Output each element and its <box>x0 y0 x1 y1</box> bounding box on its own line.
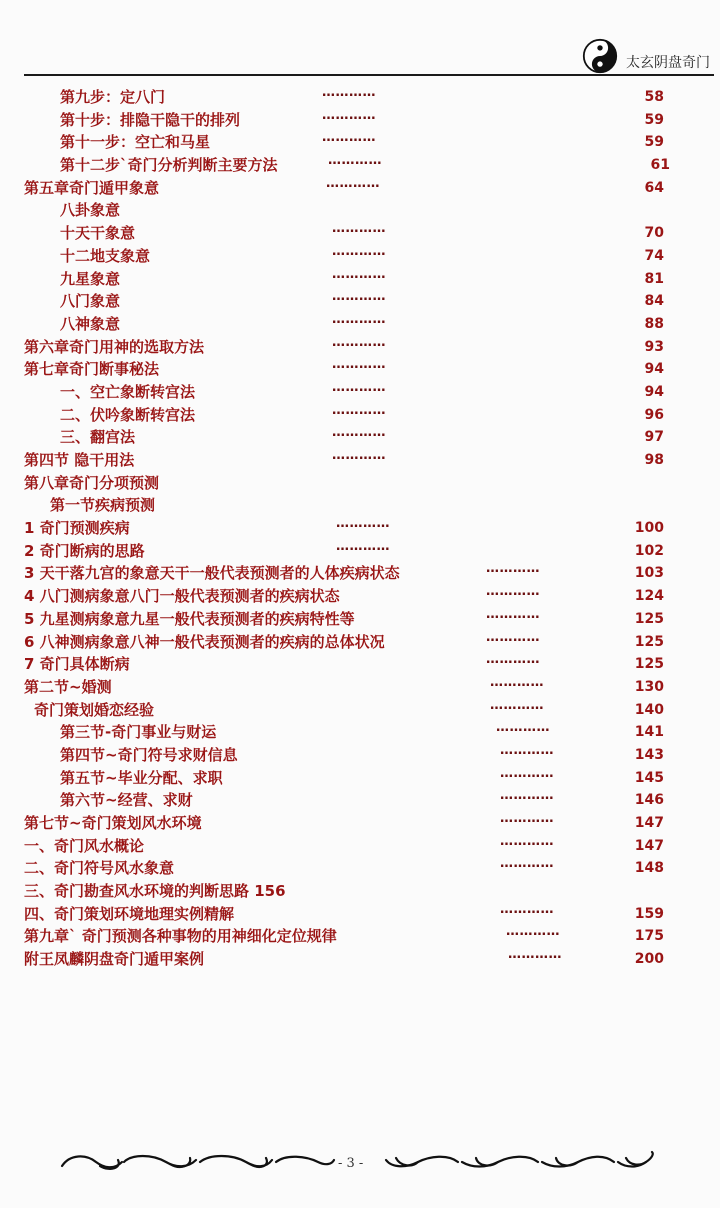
toc-entry-page-number: 94 <box>644 361 664 378</box>
header-rule <box>24 74 714 76</box>
toc-entry-leader-dots: ………… <box>500 765 554 781</box>
toc-entry-title: 附王凤麟阴盘奇门遁甲案例 <box>24 950 205 969</box>
toc-entry-title: 第六章奇门用神的选取方法 <box>24 337 205 356</box>
toc-entry-title: 四、奇门策划环境地理实例精解 <box>24 904 235 923</box>
toc-entry-page-number: 88 <box>644 315 664 332</box>
toc-entry-leader-dots: ………… <box>500 788 554 804</box>
toc-entry-title: 第八章奇门分项预测 <box>24 473 160 492</box>
toc-entry-title: 第七节~奇门策划风水环境 <box>24 814 202 832</box>
toc-entry-title: 第四节 隐干用法 <box>24 451 135 469</box>
toc-entry-page-number: 148 <box>634 860 664 877</box>
toc-entry <box>0 857 720 880</box>
toc-entry-title: 第一节疾病预测 <box>50 496 156 515</box>
toc-entry-page-number: 130 <box>634 678 664 695</box>
toc-entry-page-number: 100 <box>634 520 664 537</box>
toc-entry-page-number: 58 <box>644 89 664 105</box>
toc-entry <box>0 721 720 744</box>
toc-entry-page-number: 61 <box>650 157 670 174</box>
toc-entry-leader-dots: ………… <box>332 379 386 395</box>
toc-entry-leader-dots: ………… <box>336 538 390 554</box>
toc-entry-page-number: 103 <box>634 565 664 582</box>
toc-entry-title: 奇门策划婚恋经验 <box>34 700 155 719</box>
toc-entry-title: 第九章` 奇门预测各种事物的用神细化定位规律 <box>24 927 337 946</box>
toc-entry-leader-dots: ………… <box>486 606 540 622</box>
toc-entry <box>0 767 720 790</box>
toc-entry-title: 一、奇门风水概论 <box>24 836 145 855</box>
toc-entry-title: 第三节-奇门事业与财运 <box>60 723 217 742</box>
toc-entry-leader-dots: ………… <box>500 901 554 917</box>
toc-entry-title: 十天干象意 <box>60 224 136 243</box>
toc-entry-leader-dots: ………… <box>322 107 376 123</box>
toc-entry-title: 2 奇门断病的思路 <box>24 541 145 560</box>
toc-entry-leader-dots: ………… <box>332 448 386 463</box>
toc-entry-page-number: 97 <box>644 429 664 446</box>
yin-yang-icon <box>582 38 618 74</box>
toc-entry-leader-dots: ………… <box>486 629 540 645</box>
page-header <box>24 36 714 76</box>
toc-entry-page-number: 141 <box>634 724 664 741</box>
toc-entry <box>0 948 720 971</box>
toc-entry-page-number: 124 <box>634 588 664 605</box>
toc-entry-leader-dots: ………… <box>490 674 544 690</box>
toc-entry-page-number: 81 <box>644 270 664 287</box>
toc-entry-title: 三、奇门勘查风水环境的判断思路 156 <box>24 882 286 901</box>
toc-entry-page-number: 200 <box>634 951 664 968</box>
toc-entry-title: 十二地支象意 <box>60 246 151 265</box>
toc-entry-page-number: 147 <box>634 837 664 854</box>
toc-entry-leader-dots: ………… <box>332 402 386 418</box>
toc-entry <box>0 562 720 585</box>
toc-entry-title: 二、奇门符号风水象意 <box>24 859 175 878</box>
toc-entry <box>0 744 720 767</box>
table-of-contents <box>0 86 720 971</box>
toc-entry <box>0 789 720 812</box>
toc-entry-leader-dots: ………… <box>500 833 554 849</box>
toc-entry-leader-dots: ………… <box>500 742 554 758</box>
toc-entry-page-number: 84 <box>644 293 664 310</box>
toc-entry-title: 一、空亡象断转宫法 <box>60 382 196 401</box>
toc-entry-leader-dots: ………… <box>332 266 386 282</box>
toc-entry <box>0 585 720 608</box>
toc-entry <box>0 812 720 835</box>
toc-entry-title: 第二节~婚测 <box>24 677 112 696</box>
toc-entry-page-number: 64 <box>644 179 664 196</box>
toc-entry <box>0 653 720 676</box>
toc-entry-leader-dots: ………… <box>500 856 554 872</box>
toc-entry-leader-dots: ………… <box>332 221 386 237</box>
toc-entry-page-number: 93 <box>644 338 664 355</box>
toc-entry-leader-dots: ………… <box>332 334 386 350</box>
toc-entry-page-number: 147 <box>634 815 664 831</box>
toc-entry-title: 第七章奇门断事秘法 <box>24 360 160 379</box>
toc-entry-leader-dots: ………… <box>332 243 386 259</box>
toc-entry-page-number: 98 <box>644 452 664 468</box>
toc-entry-page-number: 59 <box>644 134 664 151</box>
header-title: 太玄阴盘奇门 <box>626 55 710 71</box>
toc-entry-page-number: 125 <box>634 633 664 650</box>
toc-entry-leader-dots: ………… <box>490 697 544 713</box>
toc-entry <box>0 472 720 495</box>
toc-entry-leader-dots: ………… <box>496 720 550 736</box>
toc-entry-title: 第十二步`奇门分析判断主要方法 <box>60 156 278 175</box>
toc-entry-title: 6 八神测病象意八神一般代表预测者的疾病的总体状况 <box>24 632 385 651</box>
toc-entry-page-number: 140 <box>634 701 664 718</box>
toc-entry-page-number: 94 <box>644 383 664 400</box>
toc-entry-page-number: 102 <box>634 542 664 559</box>
toc-entry-title: 第九步：定八门 <box>60 88 166 106</box>
toc-entry-leader-dots: ………… <box>336 516 390 532</box>
toc-entry <box>0 608 720 631</box>
toc-entry-title: 第四节~奇门符号求财信息 <box>60 745 238 764</box>
toc-entry-page-number: 74 <box>644 247 664 264</box>
toc-entry-leader-dots: ………… <box>332 425 386 441</box>
toc-entry-leader-dots: ………… <box>506 924 560 940</box>
toc-entry-title: 第五章奇门遁甲象意 <box>24 178 160 197</box>
toc-entry-leader-dots: ………… <box>486 584 540 600</box>
toc-entry-page-number: 70 <box>644 225 664 242</box>
toc-entry-title: 3 天干落九宫的象意天干一般代表预测者的人体疾病状态 <box>24 564 400 583</box>
toc-entry-title: 二、伏吟象断转宫法 <box>60 405 196 424</box>
toc-entry-title: 1 奇门预测疾病 <box>24 519 130 538</box>
toc-entry <box>0 631 720 654</box>
toc-entry-leader-dots: ………… <box>322 130 376 146</box>
toc-entry-title: 第六节~经营、求财 <box>60 791 193 810</box>
toc-entry <box>0 540 720 563</box>
toc-entry-title: 5 九星测病象意九星一般代表预测者的疾病特性等 <box>24 609 355 628</box>
toc-entry <box>0 925 720 948</box>
toc-entry-page-number: 59 <box>644 111 664 128</box>
toc-entry-leader-dots: ………… <box>500 811 554 826</box>
toc-entry-title: 第五节~毕业分配、求职 <box>60 768 223 787</box>
toc-entry <box>0 835 720 858</box>
toc-entry <box>0 880 720 903</box>
toc-entry-title: 八门象意 <box>60 292 121 311</box>
toc-entry <box>0 903 720 926</box>
toc-entry <box>0 676 720 699</box>
toc-entry-leader-dots: ………… <box>486 652 540 668</box>
toc-entry-leader-dots: ………… <box>322 85 376 100</box>
toc-entry-title: 八卦象意 <box>60 201 121 220</box>
toc-entry-page-number: 175 <box>634 928 664 945</box>
toc-entry <box>0 699 720 722</box>
toc-entry <box>0 177 720 200</box>
toc-entry-title: 第十一步：空亡和马星 <box>60 133 211 152</box>
toc-entry-leader-dots: ………… <box>332 289 386 305</box>
toc-entry-leader-dots: ………… <box>332 311 386 327</box>
toc-entry-title: 三、翻宫法 <box>60 428 136 447</box>
toc-entry-leader-dots: ………… <box>326 175 380 191</box>
toc-entry <box>0 449 720 472</box>
toc-entry-title: 九星象意 <box>60 269 121 288</box>
toc-entry-title: 4 八门测病象意八门一般代表预测者的疾病状态 <box>24 587 340 606</box>
toc-entry-title: 第十步：排隐干隐干的排列 <box>60 110 241 129</box>
toc-entry-page-number: 145 <box>634 769 664 786</box>
toc-entry-page-number: 125 <box>634 610 664 627</box>
toc-entry-leader-dots: ………… <box>328 153 382 169</box>
toc-entry-leader-dots: ………… <box>486 561 540 577</box>
toc-entry-title: 7 奇门具体断病 <box>24 655 130 674</box>
page-number: - 3 - <box>338 1156 364 1171</box>
toc-entry-leader-dots: ………… <box>508 947 562 963</box>
toc-entry-leader-dots: ………… <box>332 357 386 373</box>
toc-entry-page-number: 143 <box>634 746 664 763</box>
toc-entry-page-number: 146 <box>634 792 664 809</box>
toc-entry-title: 八神象意 <box>60 314 121 333</box>
page-footer <box>0 1148 720 1178</box>
toc-entry-page-number: 125 <box>634 656 664 673</box>
toc-entry-page-number: 159 <box>634 905 664 922</box>
toc-entry-page-number: 96 <box>644 406 664 423</box>
